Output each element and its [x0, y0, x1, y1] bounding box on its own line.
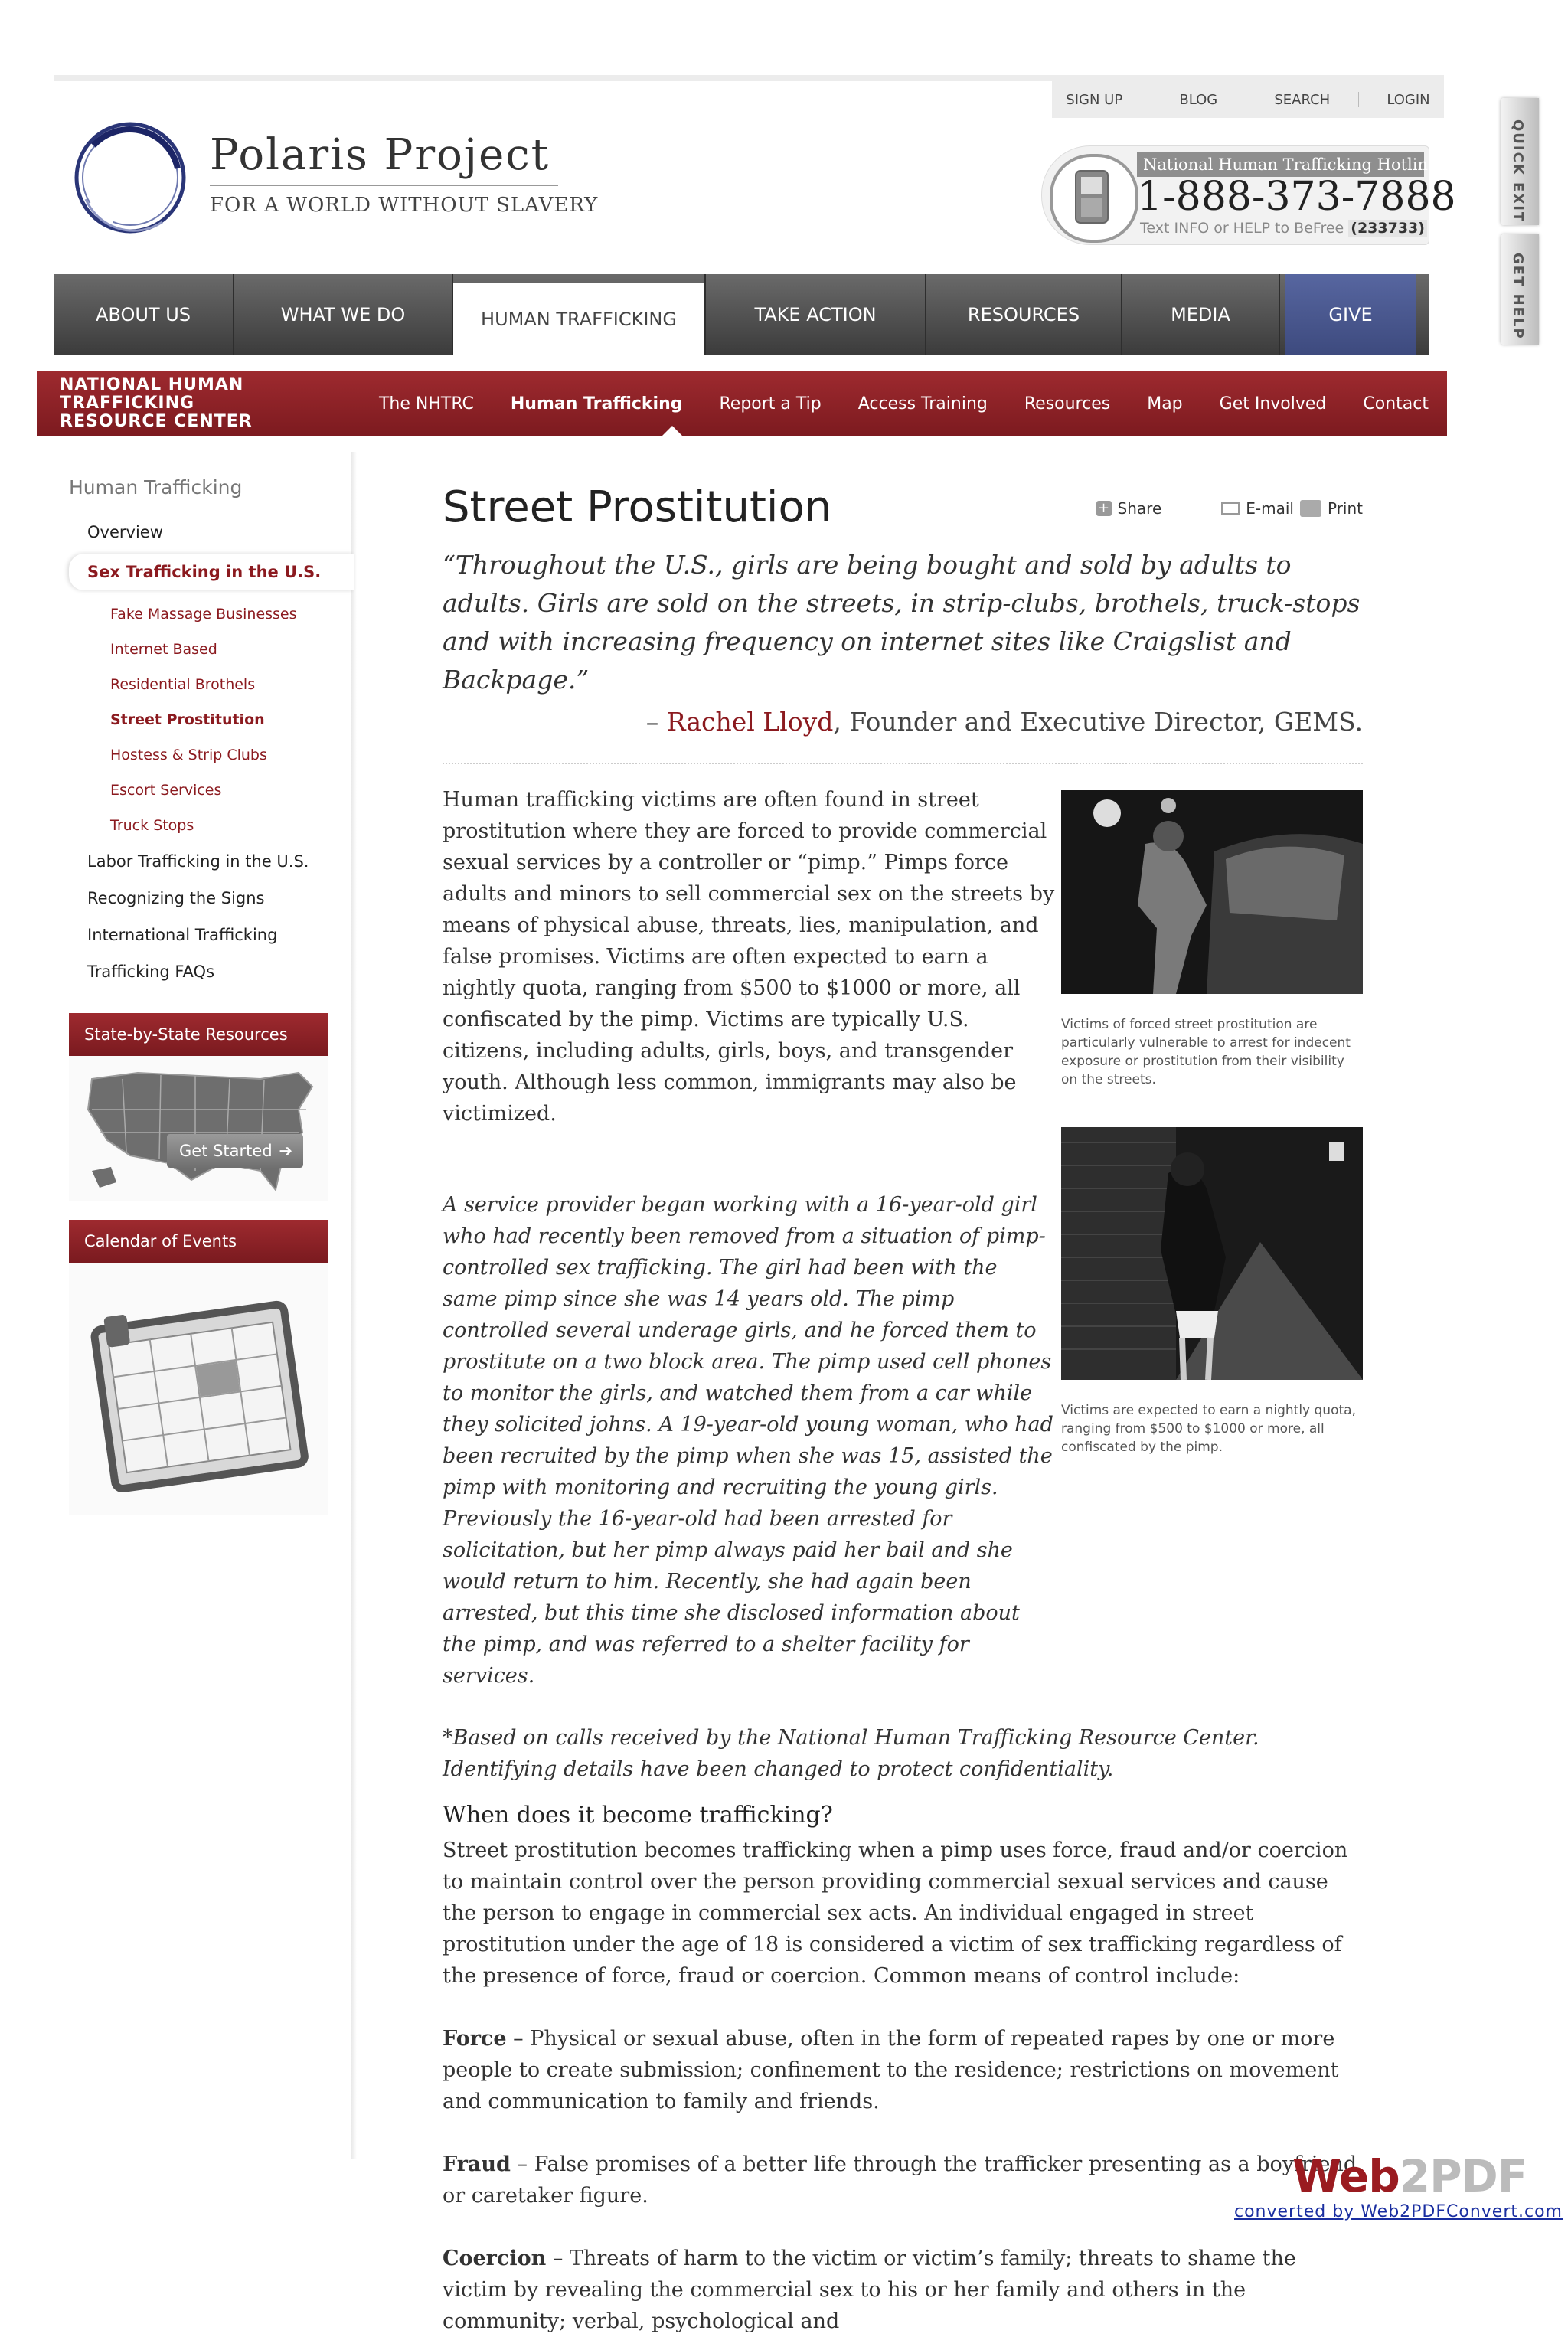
sidebar-item-labor-trafficking[interactable]: Labor Trafficking in the U.S.: [87, 852, 309, 871]
utility-nav: [1052, 81, 1444, 118]
quick-exit-tab[interactable]: [1501, 98, 1539, 225]
logo-divider: [210, 185, 558, 186]
us-map-icon: [69, 1056, 328, 1201]
sidebar-sub-truck-stops[interactable]: Truck Stops: [110, 817, 194, 834]
arrow-right-icon: ➔: [279, 1142, 292, 1160]
nhtrc-link-contact[interactable]: Contact: [1363, 394, 1429, 413]
phone-circle: [1050, 154, 1138, 243]
get-started-button[interactable]: [167, 1134, 303, 1168]
trafficking-heading: When does it become trafficking?: [443, 1802, 833, 1829]
attribution-dash: –: [645, 707, 667, 737]
blog-link[interactable]: BLOG: [1179, 91, 1218, 108]
confidentiality-note: *Based on calls received by the National Human Trafficking Resource Center. Identifying details have been changed to protect confidentiality.: [443, 1726, 1259, 1781]
web2pdf-logo-2pdf: 2PDF: [1399, 2150, 1527, 2202]
sidebar-sub-fake-massage[interactable]: Fake Massage Businesses: [110, 606, 297, 623]
force-label: Force: [443, 2027, 507, 2051]
search-link[interactable]: SEARCH: [1274, 91, 1331, 108]
nhtrc-brand-line1: NATIONAL HUMAN TRAFFICKING: [60, 375, 244, 413]
share-label: Share: [1117, 499, 1162, 518]
get-help-tab[interactable]: [1501, 234, 1539, 345]
cell-phone-icon: [1074, 169, 1109, 224]
web2pdf-logo: [1292, 2150, 1527, 2202]
nhtrc-brand-line2: RESOURCE CENTER: [60, 412, 253, 431]
nav-about-us[interactable]: ABOUT US: [54, 274, 234, 355]
sidebar-sub-residential-brothels[interactable]: Residential Brothels: [110, 676, 256, 693]
web2pdf-logo-web: Web: [1292, 2150, 1400, 2202]
sidebar-item-overview[interactable]: Overview: [87, 523, 163, 541]
nhtrc-brand[interactable]: [37, 376, 361, 431]
main-nav: [54, 274, 1429, 355]
get-help-label: GET HELP: [1510, 253, 1526, 340]
top-strip: [54, 75, 1444, 81]
rachel-lloyd-link[interactable]: Rachel Lloyd: [666, 707, 834, 737]
hotline-banner[interactable]: [1041, 145, 1456, 245]
nhtrc-link-resources[interactable]: Resources: [1024, 394, 1111, 413]
nav-media[interactable]: MEDIA: [1122, 274, 1280, 355]
dotted-divider: [443, 763, 1363, 764]
share-button[interactable]: [1096, 499, 1162, 518]
calendar-panel[interactable]: [69, 1263, 328, 1515]
trafficking-paragraph: Street prostitution becomes trafficking when a pimp uses force, fraud and/or coercion to maintain control over the person providing commercial sexual services and cause the person to engage in commercial sex acts. An individual engaged in street prostitution under the age of 18 is considered a victim of sex trafficking regardless of the presence of force, fraud or coercion. Common means of control include:: [443, 1839, 1348, 1988]
sidebar-sub-street-prostitution[interactable]: Street Prostitution: [110, 711, 265, 728]
sidebar-sub-internet-based[interactable]: Internet Based: [110, 641, 217, 658]
coercion-paragraph: [443, 2243, 1363, 2337]
divider: [1151, 92, 1152, 107]
case-study: A service provider began working with a 16-year-old girl who had recently been removed from a situation of pimp-controlled sex trafficking. The girl had been with the same pimp since she was 14 years old. The pimp controlled several underage girls, and he forced them to prostitute on a two block area. The pimp used cell phones to monitor the girls, and watched them from a car while they solicited johns. A 19-year-old young woman, who had been recruited by the pimp when she was 15, assisted the pimp with monitoring and recruiting the young girls. Previously the 16-year-old had been arrested for solicitation, but her pimp always paid her bail and she would return to him. Recently, she had again been arrested, but this time she disclosed information about the pimp, and was referred to a shelter facility for services.: [443, 1193, 1054, 1688]
orbit-logo-icon: [70, 115, 201, 245]
quick-exit-label: QUICK EXIT: [1510, 119, 1526, 224]
nhtrc-link-the-nhtrc[interactable]: The NHTRC: [378, 394, 474, 413]
active-pointer: [662, 426, 683, 436]
nav-give[interactable]: GIVE: [1285, 274, 1416, 355]
sidebar-item-faqs[interactable]: Trafficking FAQs: [87, 963, 215, 981]
coercion-text: – Threats of harm to the victim or victim’s family; threats to shame the victim by revealing the commercial sex to his or her family and others in the community; verbal, psychological and: [443, 2247, 1296, 2333]
nhtrc-link-map[interactable]: Map: [1147, 394, 1183, 413]
figure-1-caption: Victims of forced street prostitution are particularly vulnerable to arrest for indecent exposure or prostitution from their visibility on the streets.: [1061, 1017, 1351, 1087]
fraud-label: Fraud: [443, 2152, 511, 2176]
hotline-text: Text INFO or HELP to BeFree: [1140, 220, 1344, 237]
sidebar-item-sex-trafficking[interactable]: Sex Trafficking in the U.S.: [69, 554, 354, 590]
street-photo-2: [1061, 1127, 1363, 1380]
nav-what-we-do[interactable]: WHAT WE DO: [234, 274, 453, 355]
fraud-text: – False promises of a better life through the trafficker presenting as a boyfriend or caretaker figure.: [443, 2152, 1357, 2208]
fraud-paragraph: [443, 2149, 1363, 2211]
force-text: – Physical or sexual abuse, often in the form of repeated rapes by one or more people to create submission; confinement to the residence; restrictions on movement and communication to family and friends.: [443, 2027, 1339, 2113]
pull-quote: “Throughout the U.S., girls are being bought and sold by adults to adults. Girls are sold on the streets, in strip-clubs, brothels, truck-stops and with increasing frequency on internet sites like Craigslist and Backpage.”: [443, 550, 1361, 695]
nav-take-action[interactable]: TAKE ACTION: [704, 274, 926, 355]
logo-tagline: FOR A WORLD WITHOUT SLAVERY: [210, 194, 599, 217]
figure-2-caption: Victims are expected to earn a nightly quota, ranging from $500 to $1000 or more, all confiscated by the pimp.: [1061, 1403, 1356, 1455]
nhtrc-links: [361, 394, 1447, 413]
print-button[interactable]: [1300, 499, 1363, 518]
printer-icon: [1300, 500, 1321, 517]
figure-2: [1061, 1127, 1363, 1456]
quote-attribution: [443, 707, 1363, 737]
sidebar-sub-hostess-strip-clubs[interactable]: Hostess & Strip Clubs: [110, 747, 267, 763]
logo-text: [210, 130, 598, 217]
email-button[interactable]: [1221, 499, 1294, 518]
get-started-label: Get Started: [179, 1142, 273, 1160]
calendar-icon: [69, 1263, 328, 1515]
street-photo-1: [1061, 790, 1363, 994]
coercion-label: Coercion: [443, 2247, 547, 2270]
force-paragraph: [443, 2023, 1363, 2117]
print-label: Print: [1327, 499, 1363, 518]
nhtrc-link-report-a-tip[interactable]: Report a Tip: [719, 394, 822, 413]
figure-1: [1061, 790, 1363, 1089]
alley-scene-image: [1061, 1127, 1363, 1380]
nhtrc-nav: [37, 371, 1447, 436]
nhtrc-link-human-trafficking[interactable]: Human Trafficking: [510, 394, 683, 413]
sidebar-title: Human Trafficking: [69, 476, 243, 498]
us-map-panel[interactable]: [69, 1056, 328, 1201]
intro-paragraph: Human trafficking victims are often found in street prostitution where they are forced to provide commercial sexual services by a controller or “pimp.” Pimps force adults and minors to sell commercial sex on the streets by means of physical abuse, threats, lies, manipulation, and false promises. Victims are often expected to earn a nightly quota, ranging from $500 to $1000 or more, all confiscated by the pimp. Victims are typically U.S. citizens, including adults, girls, boys, and transgender youth. Although less common, immigrants may also be victimized.: [443, 788, 1055, 1126]
nav-human-trafficking[interactable]: HUMAN TRAFFICKING: [453, 283, 704, 355]
sidebar-item-recognizing-signs[interactable]: Recognizing the Signs: [87, 889, 265, 907]
sign-up-link[interactable]: SIGN UP: [1066, 91, 1123, 108]
divider: [1358, 92, 1359, 107]
email-label: E-mail: [1246, 499, 1294, 518]
hotline-text-line: [1140, 220, 1427, 237]
nhtrc-link-access-training[interactable]: Access Training: [858, 394, 988, 413]
street-scene-image: [1061, 790, 1363, 994]
main-content: [443, 482, 1363, 2337]
nhtrc-link-get-involved[interactable]: Get Involved: [1219, 394, 1327, 413]
sidebar: [69, 459, 354, 1515]
hotline-code: (233733): [1348, 220, 1427, 237]
state-resources-heading[interactable]: State-by-State Resources: [69, 1013, 328, 1056]
hotline-title: National Human Trafficking Hotline: [1137, 152, 1424, 177]
logo-title: Polaris Project: [210, 130, 550, 180]
polaris-logo[interactable]: [70, 115, 599, 245]
calendar-heading[interactable]: Calendar of Events: [69, 1220, 328, 1263]
sidebar-sub-escort-services[interactable]: Escort Services: [110, 782, 222, 799]
web2pdf-link[interactable]: converted by Web2PDFConvert.com: [1234, 2202, 1563, 2221]
login-link[interactable]: LOGIN: [1387, 91, 1430, 108]
hotline-number: 1-888-373-7888: [1137, 174, 1456, 220]
sidebar-item-international[interactable]: International Trafficking: [87, 926, 278, 944]
nav-resources[interactable]: RESOURCES: [926, 274, 1122, 355]
plus-icon: +: [1096, 501, 1112, 516]
page-tools: [1096, 499, 1363, 518]
attribution-title: , Founder and Executive Director, GEMS.: [833, 707, 1363, 737]
envelope-icon: [1221, 502, 1240, 515]
page-title: Street Prostitution: [443, 482, 832, 532]
